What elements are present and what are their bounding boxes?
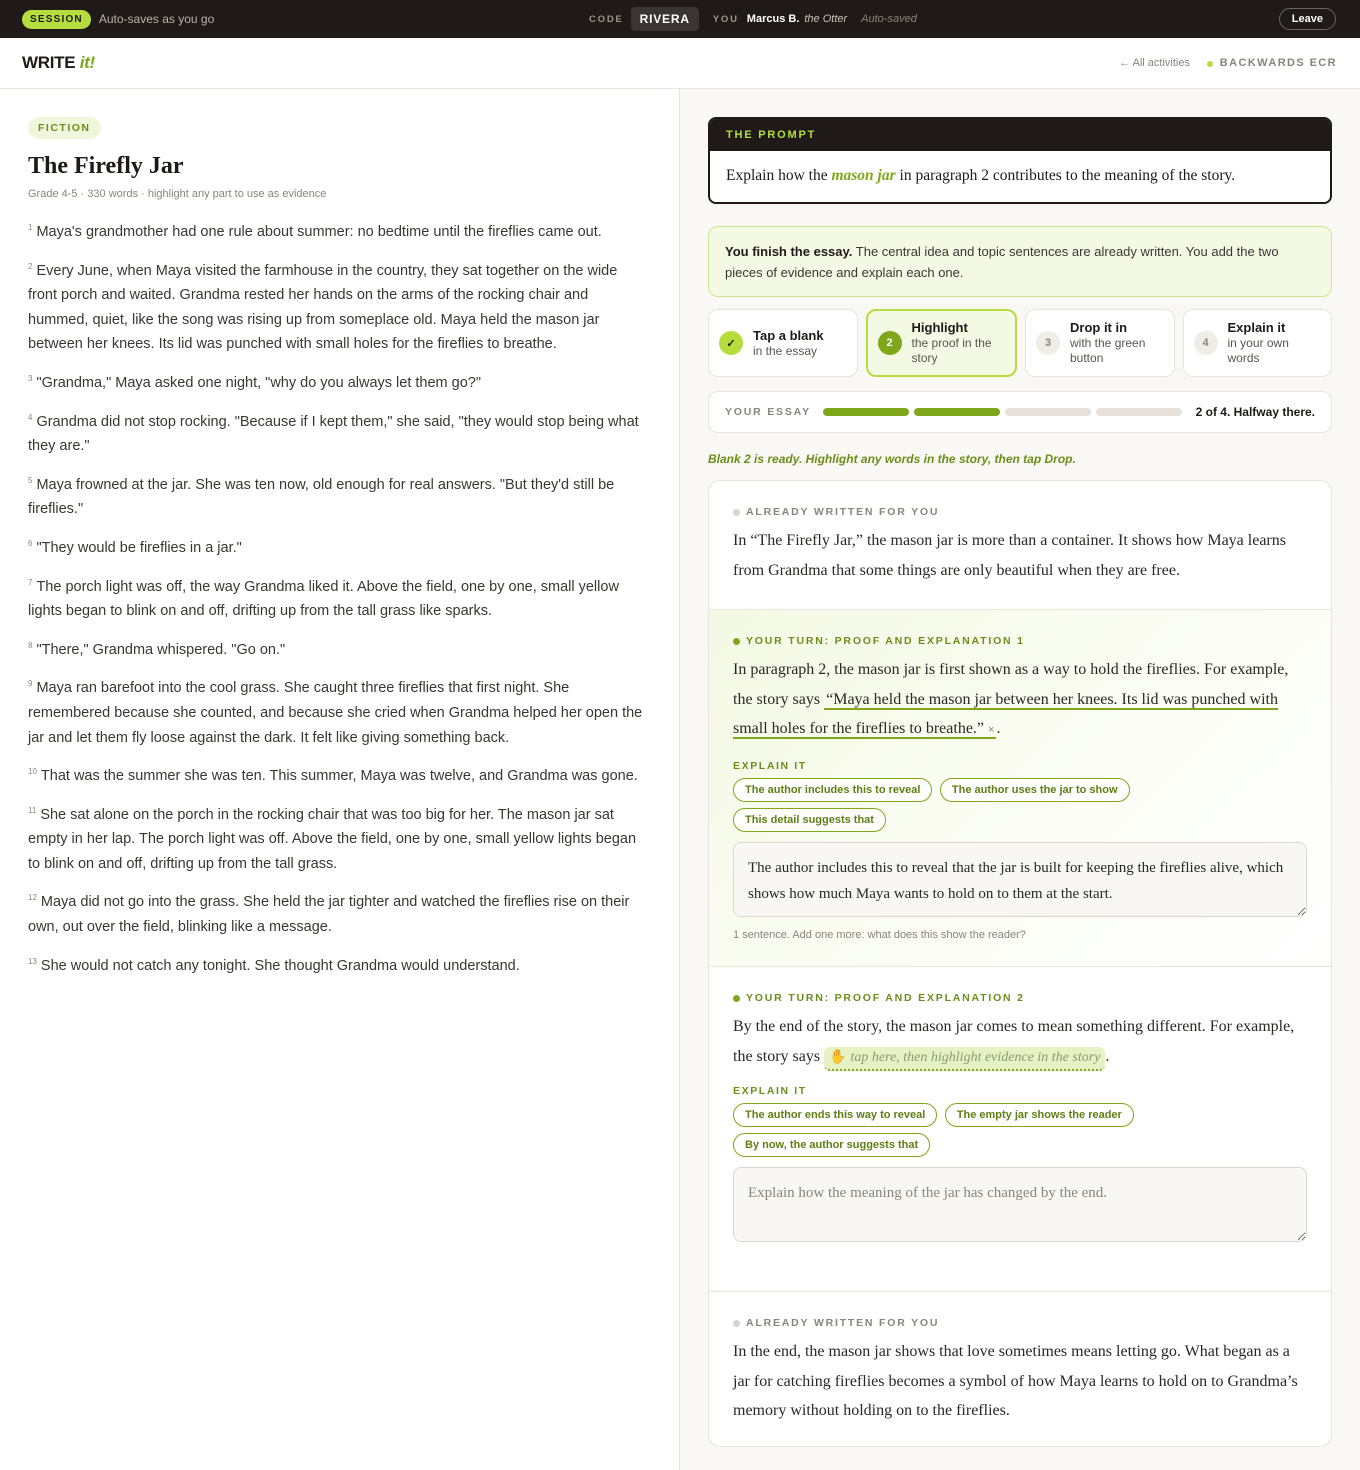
prompt-highlight: mason jar xyxy=(831,167,896,184)
story-paragraph[interactable] xyxy=(28,259,648,357)
story-paragraph[interactable] xyxy=(28,473,648,522)
autosaved-status: Auto-saved xyxy=(861,13,917,25)
proof-1-lead: In paragraph 2, the mason jar is first shown as a way to hold the fireflies. For example, the story says xyxy=(733,661,1289,708)
paragraph-number: 5 xyxy=(28,475,33,485)
paragraph-text: The porch light was off, the way Grandma liked it. Above the field, one by one, small yellow lights began to blink on and off, drifting up from the tall grass like sparks. xyxy=(28,578,619,620)
step-subtitle: in the essay xyxy=(753,343,818,358)
story-paragraph[interactable] xyxy=(28,371,648,396)
story-meta: Grade 4-5 · 330 words · highlight any part to use as evidence xyxy=(28,188,327,200)
proof-2-lead: By the end of the story, the mason jar comes to mean something different. For example, the story says xyxy=(733,1018,1295,1065)
step-subtitle: in your own words xyxy=(1227,336,1289,365)
status-dot xyxy=(733,638,740,645)
step-title: Drop it in xyxy=(1070,320,1128,335)
paragraph-number: 1 xyxy=(28,223,33,232)
paragraph-text: "Grandma," Maya asked one night, "why do you always let them go?" xyxy=(36,374,481,391)
hand-icon: ✋ xyxy=(829,1049,847,1065)
explain-label: EXPLAIN IT xyxy=(733,1085,807,1098)
user-name: Marcus B. xyxy=(746,13,800,25)
paragraph-number: 4 xyxy=(28,412,33,422)
session-info xyxy=(589,0,917,38)
logo-main: WRITE xyxy=(22,53,76,72)
paragraph-text: Grandma did not stop rocking. "Because if I kept them," she said, "they would stop being what they are." xyxy=(28,413,639,455)
sentence-starter-chip[interactable]: The author includes this to reveal xyxy=(733,778,932,802)
prompt-card xyxy=(708,117,1332,204)
autosave-note: Auto-saves as you go xyxy=(98,12,215,26)
leave-button[interactable]: Leave xyxy=(1279,8,1336,30)
proof-1-end: . xyxy=(996,720,1001,738)
section-label xyxy=(733,1317,1307,1329)
section-label xyxy=(733,635,1307,647)
story-title: The Firefly Jar xyxy=(28,153,184,179)
step-number: 3 xyxy=(1036,331,1060,355)
story-paragraph[interactable] xyxy=(28,676,648,750)
instructions-text: The central idea and topic sentences are already written. You add the two pieces of evidence and explain each one. xyxy=(725,244,1279,280)
step-title: Explain it xyxy=(1227,320,1286,335)
session-bar xyxy=(0,0,1360,38)
paragraph-text: Maya frowned at the jar. She was ten now, old enough for real answers. "But they'd still be fireflies." xyxy=(28,476,615,518)
step-explain-it[interactable] xyxy=(1183,309,1333,377)
given-intro-text: In “The Firefly Jar,” the mason jar is more than a container. It shows how Maya learns from Grandma that some things are only beautiful when they are free. xyxy=(733,532,1286,579)
paragraph-text: That was the summer she was ten. This summer, Maya was twelve, and Grandma was gone. xyxy=(40,768,638,785)
given-conclusion-section xyxy=(709,1291,1331,1447)
paragraph-number: 13 xyxy=(28,956,37,966)
explanation-2-input[interactable] xyxy=(733,1167,1307,1242)
sentence-starters-2 xyxy=(733,1103,1253,1163)
progress-label: YOUR ESSAY xyxy=(725,406,811,418)
status-dot xyxy=(733,995,740,1002)
story-paragraph[interactable] xyxy=(28,803,648,877)
story-paragraph[interactable] xyxy=(28,638,648,663)
essay-card xyxy=(708,480,1332,1447)
instructions-box xyxy=(708,226,1332,297)
step-title: Highlight xyxy=(911,320,968,335)
evidence-1-text: “Maya held the mason jar between her knees. Its lid was punched with small holes for the fireflies to breathe.” xyxy=(733,690,1278,738)
all-activities-link[interactable]: ← All activities xyxy=(1119,57,1190,69)
user-animal: the Otter xyxy=(804,13,848,25)
essay-panel xyxy=(680,89,1360,1470)
instructions-title: You finish the essay. xyxy=(725,244,853,259)
prompt-after: in paragraph 2 contributes to the meaning of the story. xyxy=(899,167,1236,184)
activity-status-dot xyxy=(1207,61,1213,67)
explanation-1-input[interactable] xyxy=(733,842,1307,917)
sentence-starters-1 xyxy=(733,778,1253,838)
prompt-before: Explain how the xyxy=(726,167,828,184)
step-tap-blank[interactable] xyxy=(708,309,858,377)
prompt-label: THE PROMPT xyxy=(710,119,1330,151)
story-paragraph[interactable] xyxy=(28,954,648,979)
status-dot xyxy=(733,1320,740,1327)
section-label xyxy=(733,506,1307,518)
proof-section-2 xyxy=(709,967,1331,1291)
sentence-starter-chip[interactable]: The empty jar shows the reader xyxy=(945,1103,1134,1127)
paragraph-text: "There," Grandma whispered. "Go on." xyxy=(36,641,286,658)
evidence-2-blank[interactable] xyxy=(824,1047,1105,1071)
paragraph-number: 11 xyxy=(28,805,37,815)
app-header xyxy=(0,38,1360,89)
paragraph-text: "They would be fireflies in a jar." xyxy=(36,539,242,556)
story-paragraph[interactable] xyxy=(28,220,648,245)
blank-placeholder: tap here, then highlight evidence in the story xyxy=(850,1049,1101,1065)
given-intro-section xyxy=(709,481,1331,609)
sentence-starter-chip[interactable]: The author uses the jar to show xyxy=(940,778,1130,802)
code-label: CODE xyxy=(589,13,624,25)
paragraph-number: 10 xyxy=(28,767,37,777)
check-icon: ✓ xyxy=(719,331,743,355)
activity-name: BACKWARDS ECR xyxy=(1219,57,1337,69)
proof-2-sentence xyxy=(733,1012,1307,1071)
step-drop-it-in[interactable] xyxy=(1025,309,1175,377)
sentence-starter-chip[interactable]: This detail suggests that xyxy=(733,808,886,832)
story-paragraph[interactable] xyxy=(28,410,648,459)
remove-evidence-icon[interactable]: × xyxy=(988,724,995,737)
paragraph-number: 2 xyxy=(28,261,33,271)
step-title: Tap a blank xyxy=(753,327,824,343)
status-dot xyxy=(733,509,740,516)
step-highlight[interactable] xyxy=(866,309,1018,377)
paragraph-number: 8 xyxy=(28,640,33,650)
paragraph-text: Maya did not go into the grass. She held the jar tighter and watched the fireflies rise on their own, out over the field, blinking like a message. xyxy=(28,894,630,936)
progress-segment xyxy=(1005,408,1091,416)
progress-segment xyxy=(823,408,909,416)
paragraph-number: 12 xyxy=(28,893,37,903)
app-logo[interactable] xyxy=(22,53,95,73)
section-label-text: ALREADY WRITTEN FOR YOU xyxy=(746,1317,940,1329)
progress-text: 2 of 4. Halfway there. xyxy=(1195,405,1315,419)
genre-tag: FICTION xyxy=(28,117,101,139)
sentence-starter-chip[interactable]: The author ends this way to reveal xyxy=(733,1103,937,1127)
story-panel xyxy=(0,89,680,1470)
paragraph-text: Maya ran barefoot into the cool grass. She caught three fireflies that first night. She remembered because she counted, and because she cried when Grandma helped her open the jar and let them fly loose against the dark. It felt like giving something back. xyxy=(28,680,643,746)
section-label-text: YOUR TURN: PROOF AND EXPLANATION 2 xyxy=(746,992,1025,1004)
blank-hint: Blank 2 is ready. Highlight any words in the story, then tap Drop. xyxy=(708,452,1076,466)
paragraph-text: She sat alone on the porch in the rocking chair that was too big for her. The mason jar sat empty in her lap. The porch light was off. Above the field, one by one, small yellow lights began to blink on and off, drifting up from the tall grass. xyxy=(28,806,637,872)
story-paragraph[interactable] xyxy=(28,890,648,939)
sentence-starter-chip[interactable]: By now, the author suggests that xyxy=(733,1133,930,1157)
proof-2-end: . xyxy=(1105,1047,1110,1065)
paragraph-text: She would not catch any tonight. She thought Grandma would understand. xyxy=(40,957,520,974)
paragraph-number: 6 xyxy=(28,538,33,548)
session-code: RIVERA xyxy=(631,7,699,31)
step-subtitle: the proof in the story xyxy=(911,336,992,365)
story-text[interactable] xyxy=(28,220,648,992)
paragraph-number: 9 xyxy=(28,679,33,689)
logo-accent: it! xyxy=(79,53,95,72)
given-conclusion-text: In the end, the mason jar shows that love sometimes means letting go. What began as a jar for catching fireflies becomes a symbol of how Maya learns to hold on to Grandma’s memory without holding on to the fireflies. xyxy=(733,1343,1298,1420)
proof-1-sentence xyxy=(733,655,1307,746)
you-label: YOU xyxy=(712,13,739,25)
story-paragraph[interactable] xyxy=(28,536,648,561)
session-badge: SESSION xyxy=(22,10,91,29)
section-label-text: ALREADY WRITTEN FOR YOU xyxy=(746,506,940,518)
step-number: 2 xyxy=(878,331,902,355)
step-guide xyxy=(708,309,1332,377)
explain-label: EXPLAIN IT xyxy=(733,760,807,773)
section-label xyxy=(733,992,1307,1004)
step-number: 4 xyxy=(1194,331,1218,355)
section-label-text: YOUR TURN: PROOF AND EXPLANATION 1 xyxy=(746,635,1025,647)
essay-progress xyxy=(708,391,1332,433)
paragraph-number: 3 xyxy=(28,373,33,383)
story-paragraph[interactable] xyxy=(28,764,648,789)
progress-segment xyxy=(1096,408,1182,416)
step-subtitle: with the green button xyxy=(1070,336,1146,365)
progress-segment xyxy=(914,408,1000,416)
paragraph-text: Every June, when Maya visited the farmhouse in the country, they sat together on the wide front porch and waited. Grandma rested her hands on the arms of the rocking chair and hummed, quiet, like the song was rising up from someplace old. Maya held the mason jar between her knees. Its lid was punched with small holes for the fireflies to breathe. xyxy=(28,262,618,353)
paragraph-number: 7 xyxy=(28,577,33,587)
paragraph-text: Maya's grandmother had one rule about summer: no bedtime until the fireflies came out. xyxy=(36,224,602,240)
story-paragraph[interactable] xyxy=(28,575,648,624)
proof-section-1 xyxy=(709,609,1331,967)
prompt-text xyxy=(710,151,1330,201)
explanation-1-feedback: 1 sentence. Add one more: what does this show the reader? xyxy=(733,929,1026,942)
